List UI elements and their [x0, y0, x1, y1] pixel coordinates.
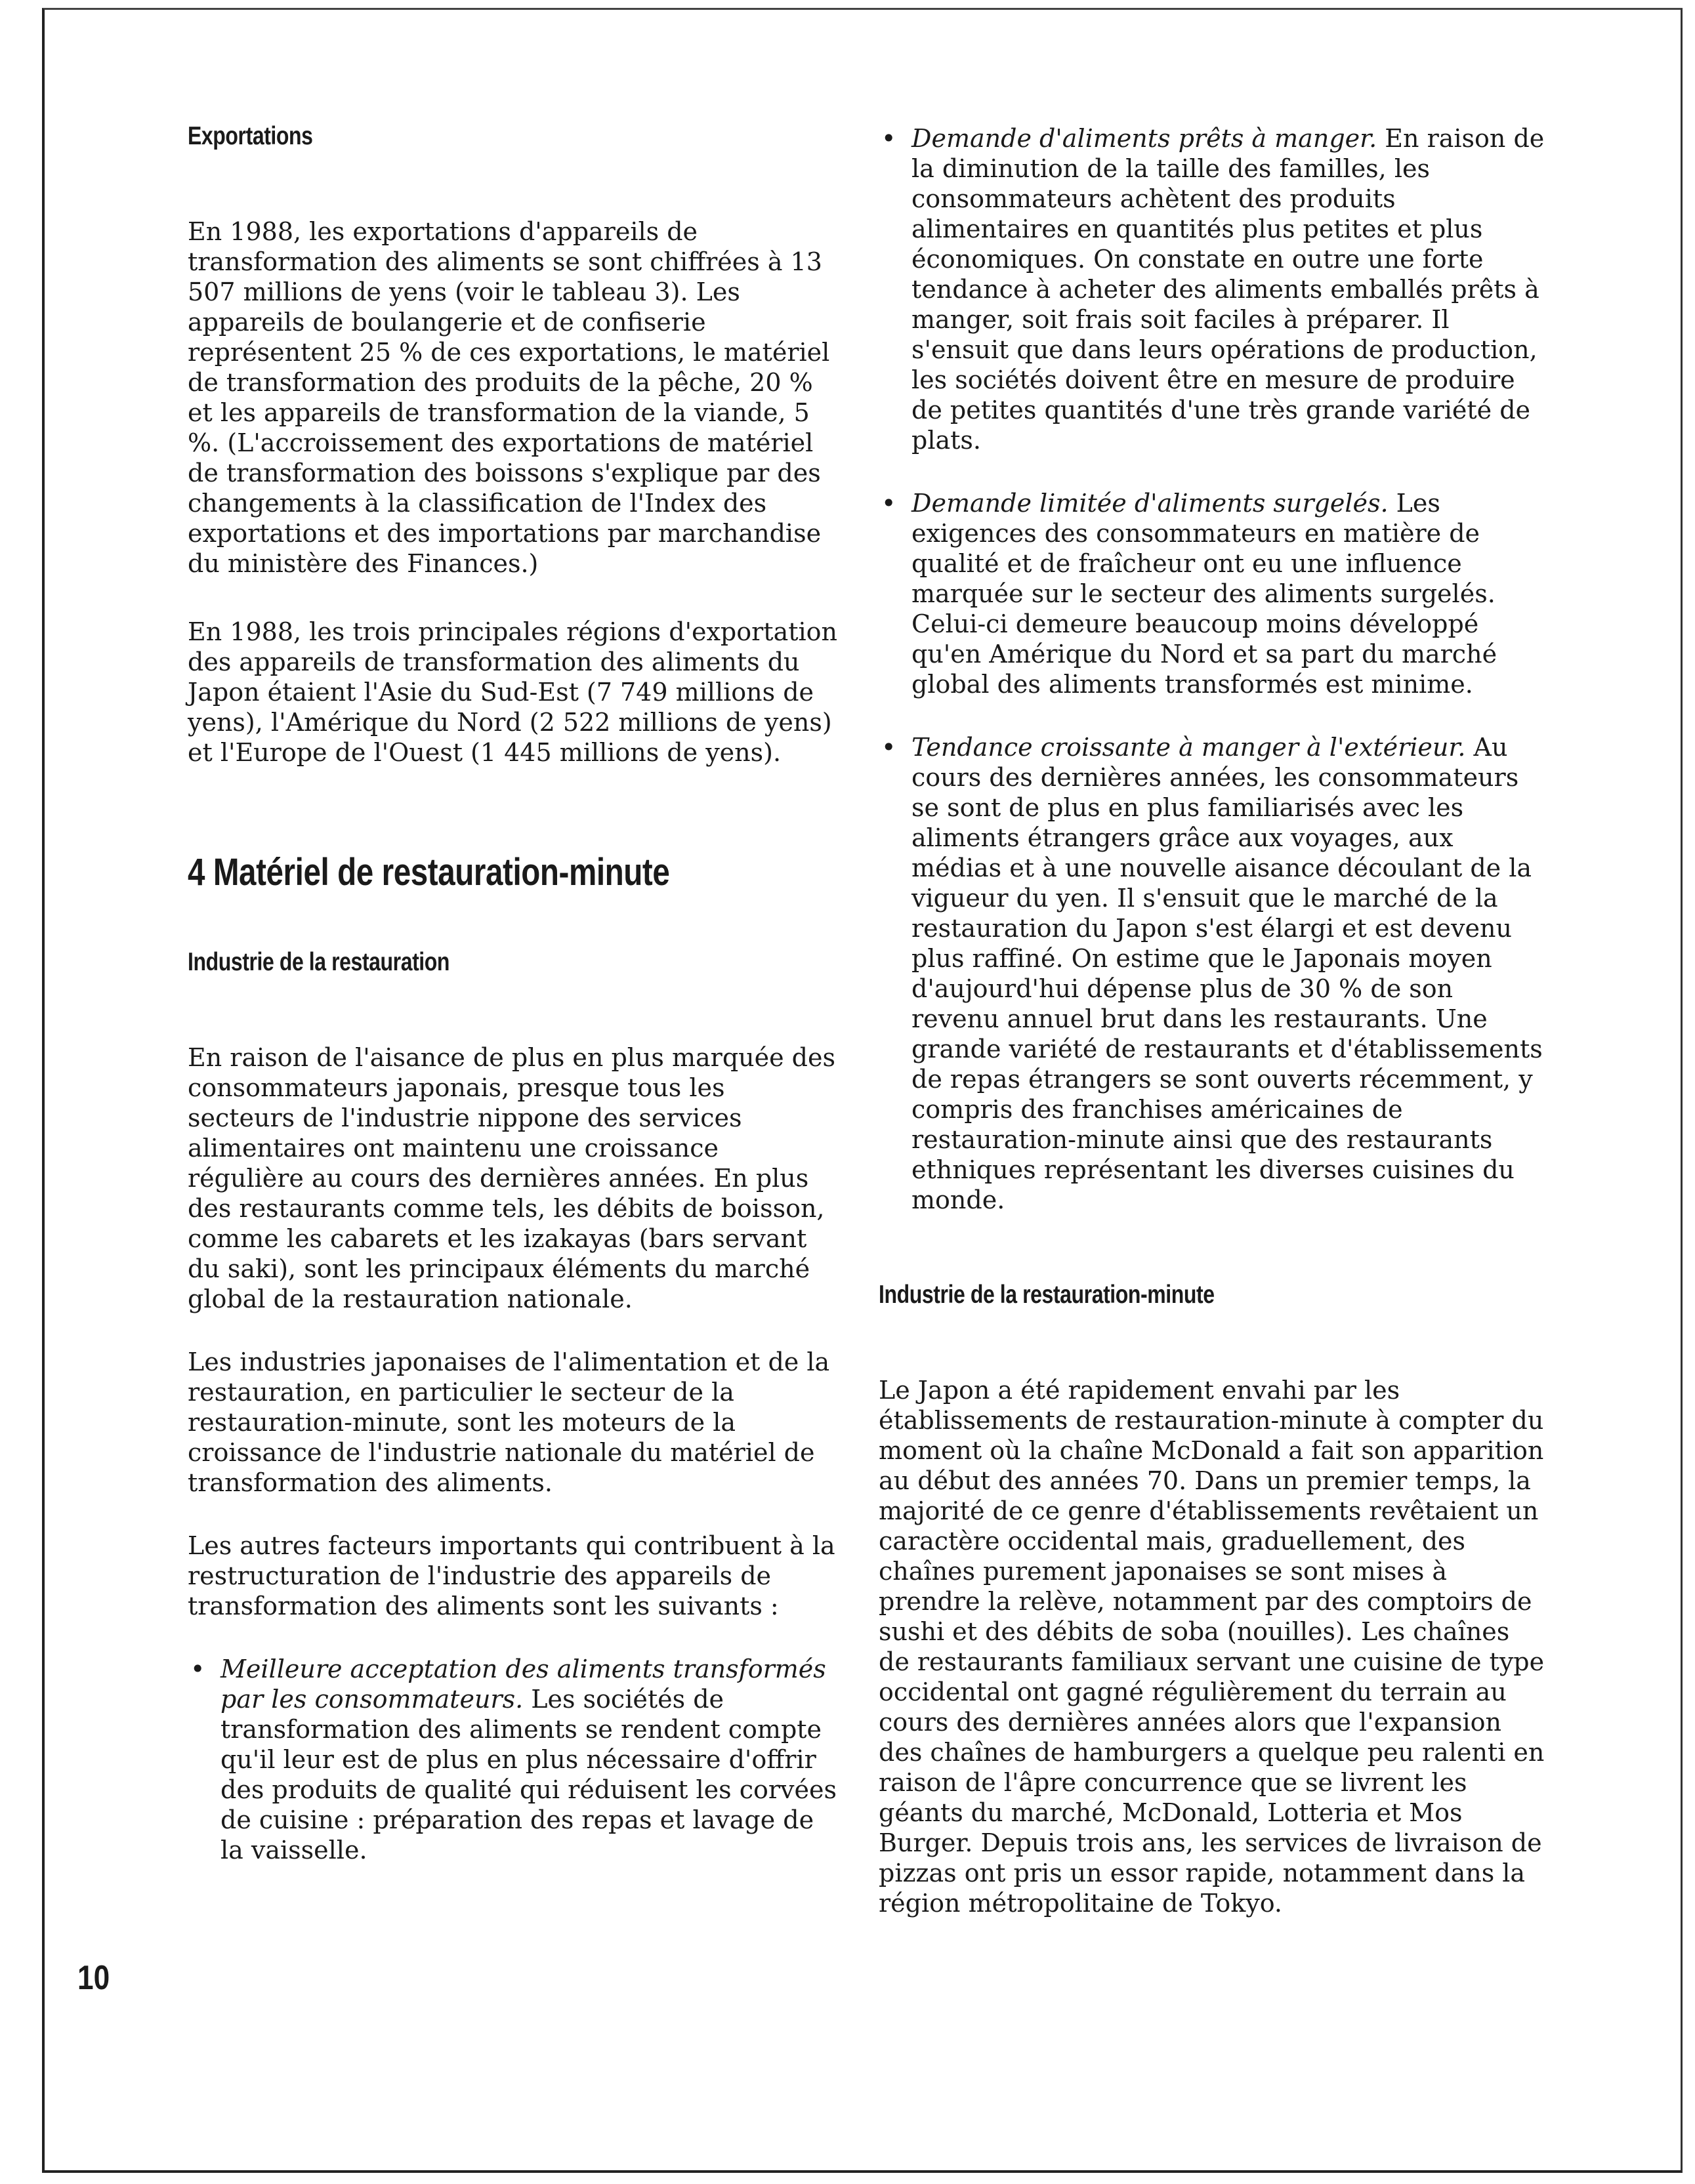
exports-paragraph-2: En 1988, les trois principales régions d'exportation des appareils de transformation des aliments du Japon étaient l'Asie du Sud-Est (7 749 millions de yens), l'Amérique du Nord (2 522 millions de yens) et l'Europe de l'Ouest (1 445 millions de yens).: [188, 617, 838, 767]
section-heading: 4 Matériel de restauration-minute: [188, 851, 670, 894]
bullet-body: Les exigences des consommateurs en matière de qualité et de fraîcheur ont eu une influence marquée sur le secteur des aliments surgelés. Celui-ci demeure beaucoup moins développé qu'en Amérique du Nord et sa part du marché global des aliments transformés est minime.: [911, 489, 1497, 699]
bullet-title: Tendance croissante à manger à l'extérieur.: [911, 733, 1466, 762]
industry-paragraph-3: Les autres facteurs importants qui contribuent à la restructuration de l'industrie des appareils de transformation des aliments sont les suivants :: [188, 1531, 835, 1620]
bullet-title: Demande d'aliments prêts à manger.: [911, 124, 1377, 153]
industry-paragraph-1: En raison de l'aisance de plus en plus marquée des consommateurs japonais, presque tous les secteurs de l'industrie nippone des services alimentaires ont maintenu une croissance régulière au cours des dernières années. En plus des restaurants comme tels, les débits de boisson, comme les cabarets et les izakayas (bars servant du saki), sont les principaux éléments du marché global de la restauration nationale.: [188, 1043, 835, 1313]
bullet-text: [911, 488, 1548, 699]
bullet-item-ready-meals: [879, 123, 1548, 455]
bullet-text: [911, 732, 1548, 1215]
bullet-body: En raison de la diminution de la taille des familles, les consommateurs achètent des produits alimentaires en quantités plus petites et plus économiques. On constate en outre une forte tendance à acheter des aliments emballés prêts à manger, soit frais soit faciles à préparer. Il s'ensuit que dans leurs opérations de production, les sociétés doivent être en mesure de produire de petites quantités d'une très grande variété de plats.: [911, 124, 1545, 455]
bullet-item-eating-out: [879, 732, 1548, 1215]
left-column: [188, 118, 837, 1865]
exports-heading: Exportations: [188, 122, 313, 150]
bullet-body: Les sociétés de transformation des aliments se rendent compte qu'il leur est de plus en plus nécessaire d'offrir des produits de qualité qui réduisent les corvées de cuisine : préparation des repas et lavage de la vaisselle.: [220, 1685, 837, 1865]
bullet-icon: •: [881, 733, 896, 762]
bullet-icon: •: [190, 1655, 205, 1683]
industry-heading: Industrie de la restauration: [188, 948, 450, 976]
fastfood-heading: Industrie de la restauration-minute: [879, 1281, 1215, 1309]
bullet-item-processed-foods: [188, 1654, 837, 1865]
bullet-icon: •: [881, 489, 896, 518]
bullet-item-frozen-foods: [879, 488, 1548, 699]
fastfood-paragraph: Le Japon a été rapidement envahi par les établissements de restauration-minute à compter du moment où la chaîne McDonald a fait son apparition au début des années 70. Dans un premier temps, la majorité de ce genre d'établissements revêtaient un caractère occidental mais, graduellement, des chaînes purement japonaises se sont mises à prendre la relève, notamment par des comptoirs de sushi et des débits de soba (nouilles). Les chaînes de restaurants familiaux servant une cuisine de type occidental ont gagné régulièrement du terrain au cours des dernières années alors que l'expansion des chaînes de hamburgers a quelque peu ralenti en raison de l'âpre concurrence que se livrent les géants du marché, McDonald, Lotteria et Mos Burger. Depuis trois ans, les services de livraison de pizzas ont pris un essor rapide, notamment dans la région métropolitaine de Tokyo.: [879, 1376, 1545, 1918]
bullet-body: Au cours des dernières années, les consommateurs se sont de plus en plus familiarisés avec les aliments étrangers grâce aux voyages, aux médias et à une nouvelle aisance découlant de la vigueur du yen. Il s'ensuit que le marché de la restauration du Japon s'est élargi et est devenu plus raffiné. On estime que le Japonais moyen d'aujourd'hui dépense plus de 30 % de son revenu annuel brut dans les restaurants. Une grande variété de restaurants et d'établissements de repas étrangers se sont ouverts récemment, y compris des franchises américaines de restauration-minute ainsi que des restaurants ethniques représentant les diverses cuisines du monde.: [911, 733, 1543, 1214]
exports-paragraph-1: En 1988, les exportations d'appareils de transformation des aliments se sont chiffrées à 13 507 millions de yens (voir le tableau 3). Les appareils de boulangerie et de confiserie représentent 25 % de ces exportations, le matériel de transformation des produits de la pêche, 20 % et les appareils de transformation de la viande, 5 %. (L'accroissement des exportations de matériel de transformation des boissons s'explique par des changements à la classification de l'Index des exportations et des importations par marchandise du ministère des Finances.): [188, 217, 830, 578]
page-number: 10: [77, 1959, 110, 1997]
bullet-text: [911, 123, 1548, 455]
bullet-icon: •: [881, 124, 896, 153]
bullet-text: [220, 1654, 837, 1865]
industry-paragraph-2: Les industries japonaises de l'alimentation et de la restauration, en particulier le secteur de la restauration-minute, sont les moteurs de la croissance de l'industrie nationale du matériel de transformation des aliments.: [188, 1348, 830, 1497]
bullet-title: Meilleure acceptation des aliments transformés par les consommateurs.: [220, 1655, 826, 1714]
bullet-title: Demande limitée d'aliments surgelés.: [911, 489, 1389, 518]
right-column: [879, 118, 1548, 1918]
